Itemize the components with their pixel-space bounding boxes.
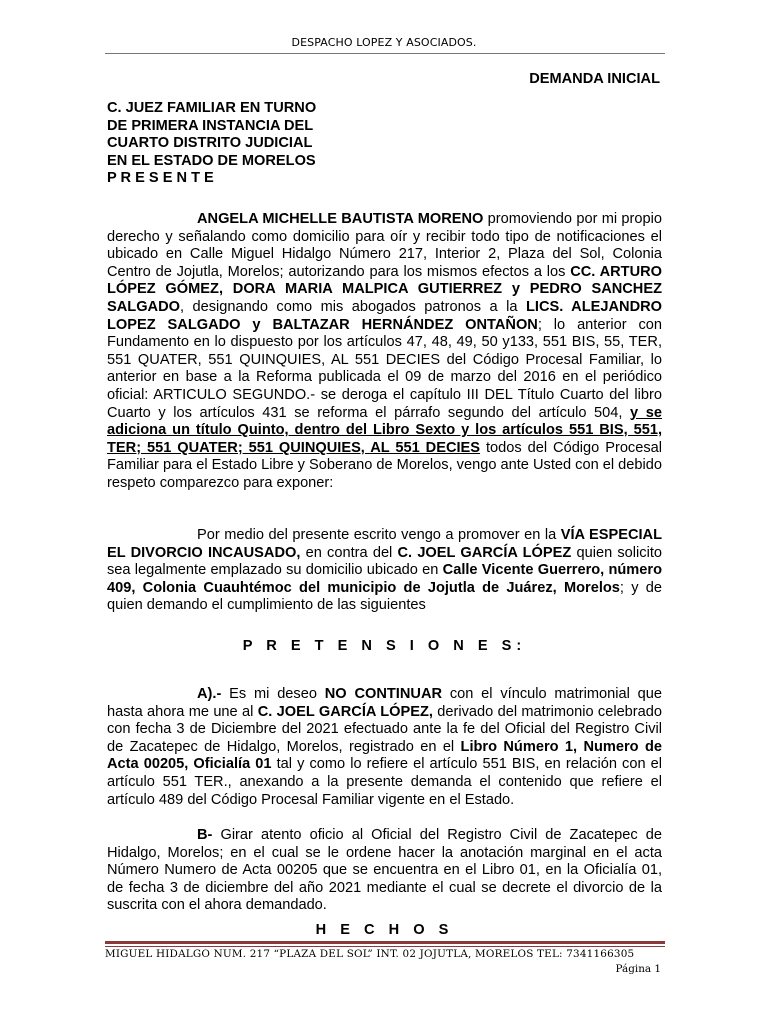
section-heading-pretensiones: P R E T E N S I O N E S: (242, 638, 527, 654)
header-divider (105, 53, 665, 54)
footer-divider-thin (105, 946, 665, 947)
registry-reference: Libro Número 1, Numero de Acta 00205, Oficialía 01 (107, 738, 662, 773)
claim-paragraph (107, 527, 662, 615)
defendant-address: Calle Vicente Guerrero, número 409, Colonia Cuauhtémoc del municipio de Jojutla de Juárez, Morelos (107, 562, 662, 596)
addressee-block (107, 100, 316, 188)
procedure-type: VÍA ESPECIAL EL DIVORCIO INCAUSADO, (107, 527, 662, 561)
item-label: A).- (197, 686, 222, 702)
footer-address: MIGUEL HIDALGO NUM. 217 “PLAZA DEL SOL” INT. 02 JOJUTLA, MORELOS TEL: 7341166305 (105, 948, 635, 960)
underlined-articles: y se adiciona un título Quinto, dentro del Libro Sexto y los artículos 551 BIS, 551, TER; 551 QUATER; 551 QUINQUIES, AL 551 DECIES (107, 404, 662, 456)
plaintiff-name: ANGELA MICHELLE BAUTISTA MORENO (197, 211, 484, 227)
paragraph-text: todos del Código Procesal Familiar para el Estado Libre y Soberano de Morelos, vengo ante Usted con el debido respeto comparezco para exponer: (107, 439, 663, 491)
emphasis-text: NO CONTINUAR (324, 686, 443, 702)
section-heading-hechos: H E C H O S (315, 922, 454, 938)
addressee-line: CUARTO DISTRITO JUDICIAL (107, 135, 313, 151)
paragraph-text: derivado del matrimonio celebrado con fecha 3 de Diciembre del 2021 efectuado ante la fe del Oficial del Registro Civil de Zacatepec de Hidalgo, Morelos, registrado en el (107, 703, 663, 755)
addressee-line: C. JUEZ FAMILIAR EN TURNO (107, 100, 317, 116)
pretension-a (107, 686, 662, 809)
paragraph-text: tal y como lo refiere el artículo 551 BIS, en relación con el artículo 551 TER., anexando a la presente demanda el contenido que refiere el artículo 489 del Código Procesal Familiar vigente en el Estado. (107, 756, 662, 808)
pretension-b (107, 827, 662, 915)
item-label: B- (197, 827, 213, 843)
paragraph-text: en contra del (300, 544, 398, 561)
paragraph-text: ; y de quien demando el cumplimiento de las siguientes (107, 579, 662, 614)
page-number: Página 1 (615, 963, 661, 975)
footer-divider (105, 941, 665, 944)
paragraph-text: Es mi deseo (221, 686, 325, 702)
paragraph-text: Por medio del presente escrito vengo a promover en la (197, 527, 561, 543)
document-type-title: DEMANDA INICIAL (529, 71, 660, 87)
paragraph-text: , designando como mis abogados patronos a la (179, 298, 526, 315)
addressee-line: EN EL ESTADO DE MORELOS (107, 152, 316, 169)
attorneys: LICS. ALEJANDRO LOPEZ SALGADO y BALTAZAR HERNÁNDEZ ONTAÑON (107, 298, 662, 333)
paragraph-text: Girar atento oficio al Oficial del Registro Civil de Zacatepec de Hidalgo, Morelos; en el cual se le ordene hacer la anotación marginal en el acta Número Numero de Acta 00205 que se encuentra en el Libro 01, en la Oficialía 01, de fecha 3 de diciembre del año 2021 mediante el cual se decrete el divorcio de la suscrita con el ahora demandado. (107, 827, 662, 914)
addressee-presente: P R E S E N T E (107, 170, 214, 186)
defendant-name: C. JOEL GARCÍA LÓPEZ, (257, 703, 433, 720)
paragraph-text: quien solicito sea legalmente emplazado su domicilio ubicado en (107, 544, 662, 579)
authorized-persons: CC. ARTURO LÓPEZ GÓMEZ, DORA MARIA MALPICA GUTIERREZ y PEDRO SANCHEZ SALGADO (107, 263, 662, 315)
letterhead-firm: DESPACHO LOPEZ Y ASOCIADOS. (291, 36, 477, 49)
paragraph-text: promoviendo por mi propio derecho y señalando como domicilio para oír y recibir todo tipo de notificaciones el ubicado en Calle Miguel Hidalgo Número 217, Interior 2, Plaza del Sol, Colonia Centro de Jojutla, Morelos; autorizando para los mismos efectos a los (107, 211, 662, 280)
paragraph-text: ; lo anterior con Fundamento en lo dispuesto por los artículos 47, 48, 49, 50 y133, 551 BIS, 55, TER, 551 QUATER, 551 QUINQUIES, AL 551 DECIES del Código Procesal Familiar, lo anterior en base a la Reforma publicada el 09 de marzo del 2016 en el periódico oficial: ARTICULO SEGUNDO.- se deroga el capítulo III DEL Título Cuarto del libro Cuarto y los artículos 431 se reforma el párrafo segundo del artículo 504, (107, 316, 662, 421)
intro-paragraph (107, 211, 662, 493)
defendant-name: C. JOEL GARCÍA LÓPEZ (397, 544, 572, 561)
paragraph-text: con el vínculo matrimonial que hasta ahora me une al (107, 686, 662, 720)
addressee-line: DE PRIMERA INSTANCIA DEL (107, 117, 314, 134)
